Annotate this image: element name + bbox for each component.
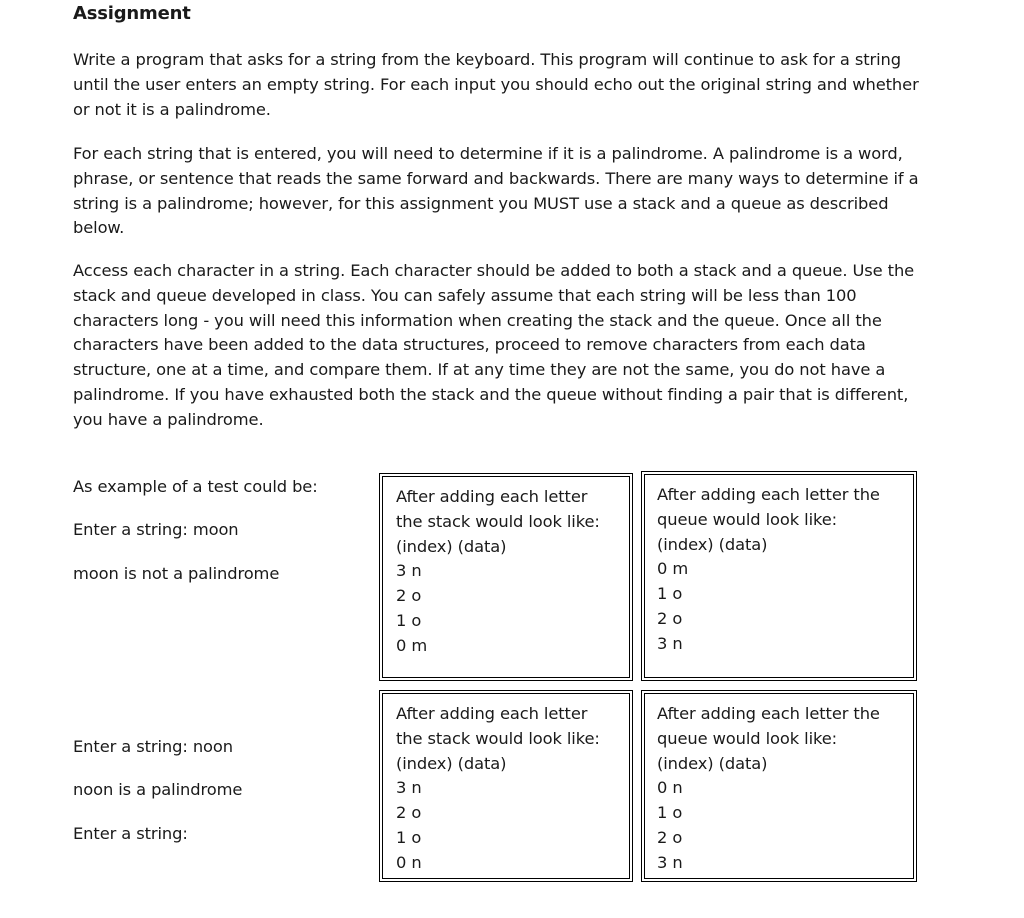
queue-entry: 1 o [657,803,683,823]
text-line: palindrome. If you have exhausted both the stack and the queue without finding a pair that is different, [73,384,909,404]
queue-table-moon [644,474,914,678]
queue-entry: 2 o [657,827,683,847]
box-heading-line: queue would look like: [657,728,838,748]
stack-entry: 0 m [396,635,428,655]
box-heading-line: queue would look like: [657,509,838,529]
text-line: or not it is a palindrome. [73,99,271,119]
paragraph-stack-queue-instructions [73,259,953,433]
stack-entry: 1 o [396,827,422,847]
text-line: string is a palindrome; however, for this assignment you MUST use a stack and a queue as described [73,193,889,213]
queue-entry: 0 m [657,559,689,579]
text-line: characters long - you will need this information when creating the stack and the queue. Once all the [73,310,882,330]
example-prompt-empty: Enter a string: [73,824,188,843]
stack-entry: 1 o [396,610,422,630]
paragraph-palindrome-definition [73,142,953,241]
text-line: below. [73,218,125,238]
stack-entry: 2 o [396,803,422,823]
stack-entry: 3 n [396,778,422,798]
queue-entry: 1 o [657,584,683,604]
text-line: For each string that is entered, you will need to determine if it is a palindrome. A palindrome is a word, [73,144,903,163]
example-result-moon: moon is not a palindrome [73,564,280,583]
box-heading-line: After adding each letter the [657,704,880,723]
text-line: structure, one at a time, and compare them. If at any time they are not the same, you do not have a [73,360,886,380]
box-heading-line: After adding each letter the [657,485,880,504]
box-heading-line: (index) (data) [396,753,507,773]
stack-entry: 0 n [396,852,422,872]
queue-table-noon [644,693,914,879]
text-line: Access each character in a string. Each character should be added to both a stack and a queue. Use the [73,261,915,280]
example-result-noon: noon is a palindrome [73,780,243,799]
stack-entry: 2 o [396,586,422,606]
box-heading-line: After adding each letter [396,704,588,723]
queue-entry: 2 o [657,608,683,628]
box-heading-line: After adding each letter [396,487,588,506]
text-line: stack and queue developed in class. You can safely assume that each string will be less than 100 [73,285,857,305]
text-line: until the user enters an empty string. For each input you should echo out the original string and whether [73,74,919,94]
stack-table-noon [382,693,630,879]
box-heading-line: (index) (data) [657,753,768,773]
text-line: you have a palindrome. [73,409,264,429]
example-prompt-noon: Enter a string: noon [73,737,233,756]
box-heading-line: (index) (data) [657,534,768,554]
queue-entry: 3 n [657,852,683,872]
text-line: characters have been added to the data structures, proceed to remove characters from each data [73,335,866,355]
example-intro: As example of a test could be: [73,477,318,496]
example-prompt-moon: Enter a string: moon [73,520,239,539]
text-line: phrase, or sentence that reads the same forward and backwards. There are many ways to determine if a [73,168,919,188]
box-heading-line: the stack would look like: [396,511,600,531]
paragraph-intro [73,48,953,122]
queue-entry: 3 n [657,633,683,653]
queue-entry: 0 n [657,778,683,798]
box-heading-line: (index) (data) [396,536,507,556]
page-title: Assignment [73,3,191,24]
text-line: Write a program that asks for a string from the keyboard. This program will continue to ask for a string [73,50,902,69]
stack-table-moon [382,476,630,678]
stack-entry: 3 n [396,561,422,581]
box-heading-line: the stack would look like: [396,728,600,748]
